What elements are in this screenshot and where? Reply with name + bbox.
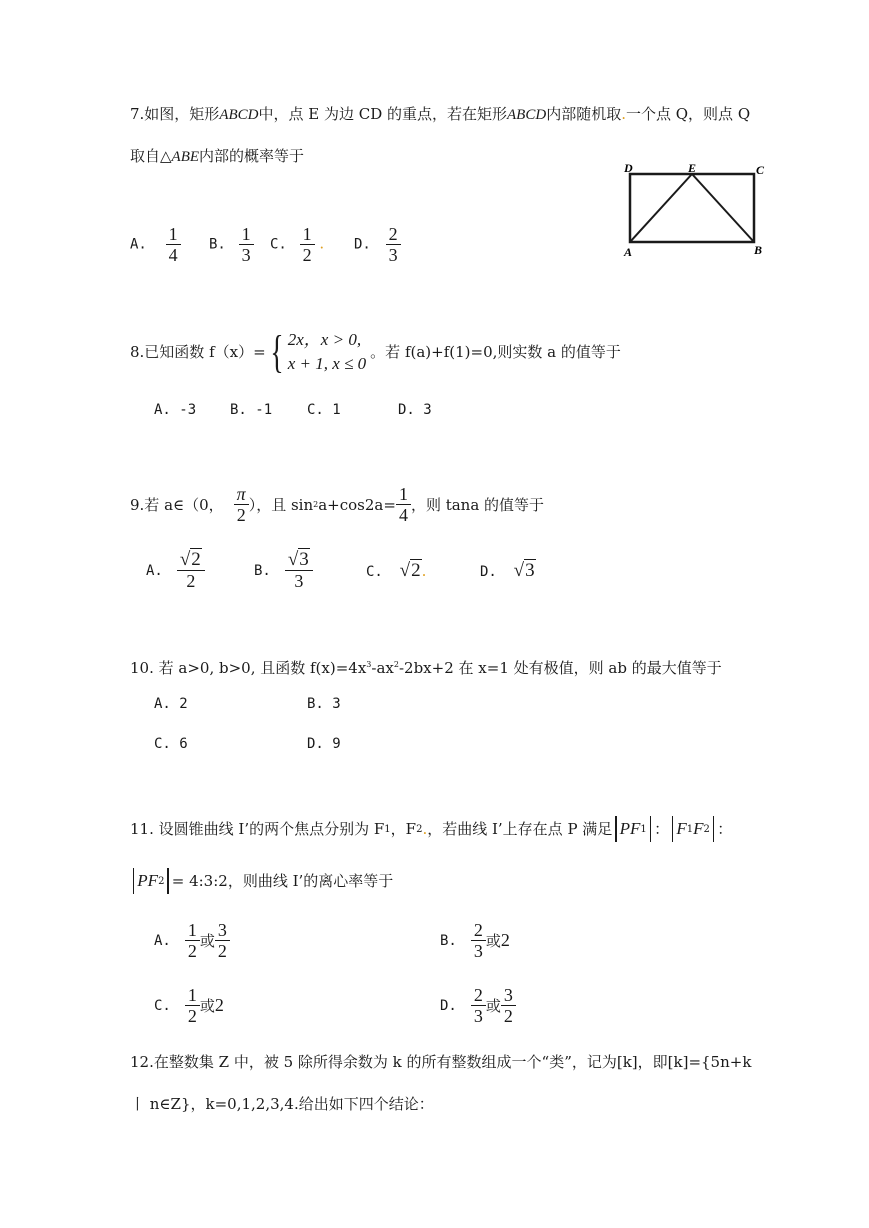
q9-post: ，则 tana 的值等于 (410, 495, 545, 514)
radicand: 3 (525, 560, 535, 581)
q9-option-d (480, 560, 536, 582)
q7-option-b-fraction (239, 224, 254, 265)
abs-bar (615, 816, 616, 842)
q8-brace: { (270, 326, 284, 377)
den: 4 (168, 245, 178, 265)
frac (471, 985, 486, 1026)
sub: 2 (416, 823, 423, 835)
q8-option-a: A. -3 (154, 402, 197, 418)
q11-pf2: PF (137, 871, 159, 890)
q11-line1-post: ，若曲线 I’上存在点 P 满足 (427, 820, 613, 838)
q10-cube: 3 (366, 660, 372, 669)
den: 4 (398, 505, 408, 525)
q7-option-c-label: C. (270, 236, 287, 253)
q7-option-d-fraction (386, 224, 401, 265)
num: 1 (239, 224, 254, 245)
q11-option-a (154, 920, 230, 961)
den: 2 (186, 571, 196, 591)
q10-option-d: D. 9 (307, 736, 341, 752)
num: √2 (177, 550, 205, 571)
radicand: 2 (411, 560, 421, 581)
q9-option-c-label: C. (366, 564, 383, 580)
q11-colon2: ： (717, 820, 733, 838)
q7-line2-post: 内部的概率等于 (199, 147, 305, 165)
q11-f2: F (693, 819, 704, 838)
num: 2 (386, 224, 401, 245)
den: 3 (473, 1006, 483, 1026)
q8-option-c: C. 1 (307, 402, 341, 418)
q11-f1: F (676, 819, 687, 838)
frac (501, 985, 516, 1026)
q11-option-b-label: B. (440, 932, 457, 949)
q8-pre: 8.已知函数 f（x）= (130, 343, 266, 361)
q11-line1-text: 11. 设圆锥曲线 I’的两个焦点分别为 F (130, 820, 385, 838)
or: 或 (199, 996, 215, 1015)
artifact-dot: . (421, 562, 427, 580)
q8-stem (130, 328, 621, 376)
q9-option-d-sqrt: √3 (513, 560, 535, 581)
q7-text-mid2: 内部随机取 (546, 105, 622, 123)
num: 3 (501, 985, 516, 1006)
q7-line1 (130, 104, 750, 125)
q8-case-1: 2x，x > 0, (287, 330, 362, 349)
q7-option-d (354, 224, 401, 265)
q10-mid: -ax (371, 659, 394, 677)
q11-a-piece (154, 920, 230, 961)
q11-option-a-label: A. (154, 932, 171, 949)
num: 1 (185, 985, 200, 1006)
q11-option-d-label: D. (440, 997, 457, 1014)
abs-bar (167, 868, 168, 894)
q10-stem (130, 655, 722, 678)
num: √3 (285, 550, 313, 571)
frac (185, 985, 200, 1026)
q12-line1: 12.在整数集 Z 中，被 5 除所得余数为 k 的所有整数组成一个“类”，记为[k]，即[k]={5n+k (130, 1053, 752, 1071)
abs-bar (672, 816, 673, 842)
frac (215, 920, 230, 961)
q8-piece (130, 328, 621, 376)
radicand: 3 (299, 549, 309, 570)
sub: 1 (384, 823, 391, 835)
num: 2 (471, 920, 486, 941)
q9-option-b-fraction (285, 550, 313, 591)
q11-line2-post: = 4:3:2，则曲线 I’的离心率等于 (171, 872, 394, 890)
den: 2 (217, 941, 227, 961)
q12-line2: 丨 n∈Z}，k=0,1,2,3,4.给出如下四个结论： (130, 1095, 434, 1113)
q7-abcd-1: ABCD (219, 107, 259, 123)
q9-option-a (146, 550, 205, 591)
q8-post: 。若 f(a)+f(1)=0,则实数 a 的值等于 (370, 343, 621, 361)
fig-label-e: E (688, 161, 697, 175)
q10-option-b: B. 3 (307, 696, 341, 712)
q7-option-a (130, 224, 181, 265)
q9-mid2: a+cos2a= (318, 495, 396, 514)
num: π (234, 484, 249, 505)
den: 3 (294, 571, 304, 591)
fig-label-d: D (624, 161, 633, 175)
q9-option-a-label: A. (146, 562, 163, 579)
q11-d-piece (440, 985, 516, 1026)
q7-option-c (270, 224, 324, 265)
sub: 1 (686, 823, 694, 835)
q7-option-b (209, 224, 254, 265)
int: 2 (214, 995, 224, 1015)
frac (185, 920, 200, 961)
q9-pi-half (234, 484, 249, 525)
q8-case-2: x + 1, x ≤ 0 (287, 354, 367, 373)
q11-b-piece (440, 920, 510, 961)
q10-square: 2 (393, 660, 399, 669)
q11-option-c-label: C. (154, 997, 171, 1014)
q9-option-b (254, 550, 313, 591)
q10-post: -2bx+2 在 x=1 处有极值，则 ab 的最大值等于 (398, 659, 722, 677)
den: 2 (236, 505, 246, 525)
q9-b-piece (254, 550, 313, 591)
sub: 1 (640, 823, 647, 835)
q7-rectangle-figure (618, 160, 770, 260)
q10-option-c: C. 6 (154, 736, 188, 752)
q11-line1 (130, 816, 732, 842)
q9-square: 2 (313, 500, 319, 509)
q11-pf1: PF (619, 819, 641, 838)
q9-stem (130, 484, 544, 525)
q8-option-d: D. 3 (398, 402, 432, 418)
num: 1 (166, 224, 181, 245)
sub: 2 (158, 875, 165, 887)
q7-text-post: 一个点 Q，则点 Q (625, 105, 751, 123)
q7-option-a-fraction (166, 224, 181, 265)
q9-quarter (396, 484, 411, 525)
abs-bar (650, 816, 651, 842)
q9-option-d-label: D. (480, 564, 497, 580)
q7-abe: ABE (171, 149, 200, 165)
q9-mid: ），且 sin (248, 495, 314, 514)
fig-label-a: A (624, 245, 633, 259)
den: 3 (473, 941, 483, 961)
q11-colon: ： (654, 820, 670, 838)
q7-line2 (130, 146, 304, 167)
q9-option-b-label: B. (254, 562, 271, 579)
q9-option-c-sqrt: √2 (399, 560, 421, 581)
abs-bar (713, 816, 714, 842)
q9-a-piece (146, 550, 205, 591)
den: 2 (302, 245, 312, 265)
q11-line1-piece (130, 816, 732, 842)
or: 或 (199, 931, 215, 950)
abs-bar (133, 868, 134, 894)
q7-option-a-label: A. (130, 236, 147, 253)
q11-comma: ，F (390, 820, 417, 838)
artifact-dot: . (621, 105, 626, 123)
q8-piecewise (288, 328, 366, 376)
frac (471, 920, 486, 961)
or: 或 (485, 996, 501, 1015)
radicand: 2 (191, 549, 201, 570)
q7-option-c-fraction (300, 224, 315, 265)
den: 2 (187, 1006, 197, 1026)
fig-label-b: B (754, 243, 763, 257)
q11-line2 (130, 868, 393, 894)
fig-label-c: C (756, 163, 765, 177)
q7-abcd-2: ABCD (507, 107, 547, 123)
num: 1 (185, 920, 200, 941)
q7-option-d-label: D. (354, 236, 371, 253)
q9-piece (130, 484, 544, 525)
num: 3 (215, 920, 230, 941)
q11-option-b (440, 920, 510, 961)
or: 或 (485, 931, 501, 950)
q9-pre: 9.若 a∈（0， (130, 495, 224, 514)
den: 3 (241, 245, 251, 265)
q7-line2-pre: 取自△ (130, 147, 172, 165)
num: 1 (396, 484, 411, 505)
q9-option-c (366, 560, 426, 582)
q9-option-a-fraction (177, 550, 205, 591)
artifact-dot: . (319, 234, 325, 253)
q11-c-piece (154, 985, 224, 1026)
q11-option-c (154, 985, 224, 1026)
den: 2 (503, 1006, 513, 1026)
q10-option-a: A. 2 (154, 696, 188, 712)
q11-option-d (440, 985, 516, 1026)
q7-option-b-label: B. (209, 236, 226, 253)
num: 2 (471, 985, 486, 1006)
q10-pre: 10. 若 a>0, b>0, 且函数 f(x)=4x (130, 659, 367, 677)
q11-line2-piece (130, 868, 393, 894)
q8-option-b: B. -1 (230, 402, 273, 418)
den: 2 (187, 941, 197, 961)
den: 3 (388, 245, 398, 265)
q7-text-pre: 7.如图，矩形 (130, 105, 220, 123)
sub: 2 (703, 823, 710, 835)
q7-text-mid: 中，点 E 为边 CD 的重点，若在矩形 (258, 105, 508, 123)
num: 1 (300, 224, 315, 245)
artifact-dot: . (422, 820, 428, 838)
int: 2 (500, 930, 510, 950)
